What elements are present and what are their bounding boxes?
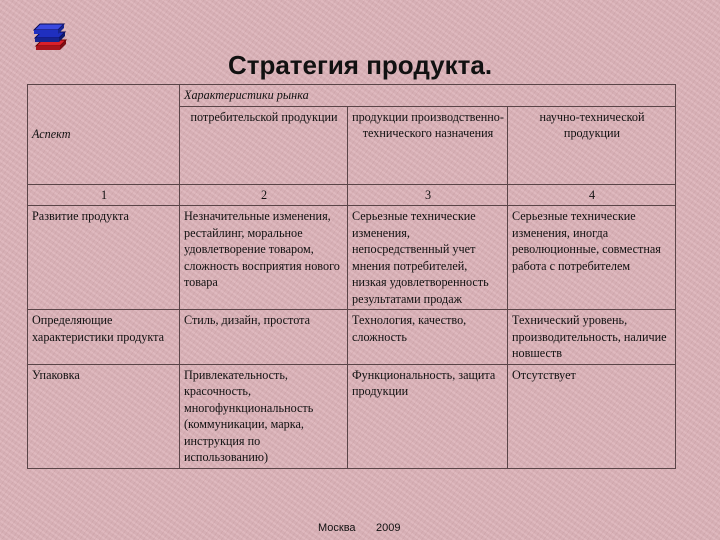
table-cell: Отсутствует [508,364,676,468]
column-number: 4 [508,184,676,206]
table-cell: Незначительные изменения, рестайлинг, моральное удовлетворение товаром, сложность восприятия нового товара [180,206,348,310]
row-aspect: Определяющие характеристики продукта [28,310,180,365]
table-cell: Стиль, дизайн, простота [180,310,348,365]
column-header-consumer: потребительской продукции [180,106,348,184]
table-row [28,206,676,310]
table-row [28,364,676,468]
footer-year: 2009 [376,522,401,534]
aspect-header: Аспект [28,85,180,185]
table-cell: Функциональность, защита продукции [348,364,508,468]
row-aspect: Развитие продукта [28,206,180,310]
table-cell: Технология, качество, сложность [348,310,508,365]
table-cell: Серьезные технические изменения, непосредственный учет мнения потребителей, низкая удовлетворенность результатами продаж [348,206,508,310]
column-number: 2 [180,184,348,206]
page-title: Стратегия продукта. [227,50,493,80]
table-row [28,184,676,206]
table-row [28,85,676,107]
column-number: 1 [28,184,180,206]
row-aspect: Упаковка [28,364,180,468]
column-header-industrial: продукции производственно-технического назначения [348,106,508,184]
table-cell: Серьезные технические изменения, иногда революционные, совместная работа с потребителем [508,206,676,310]
footer-city: Москва [318,522,356,534]
market-characteristics-header: Характеристики рынка [180,85,676,107]
table-row [28,310,676,365]
table-cell: Технический уровень, производительность, наличие новшеств [508,310,676,365]
table-cell: Привлекательность, красочность, многофункциональность (коммуникации, марка, инструкция по использованию) [180,364,348,468]
column-header-scientific: научно-технической продукции [508,106,676,184]
column-number: 3 [348,184,508,206]
strategy-table [27,84,676,469]
